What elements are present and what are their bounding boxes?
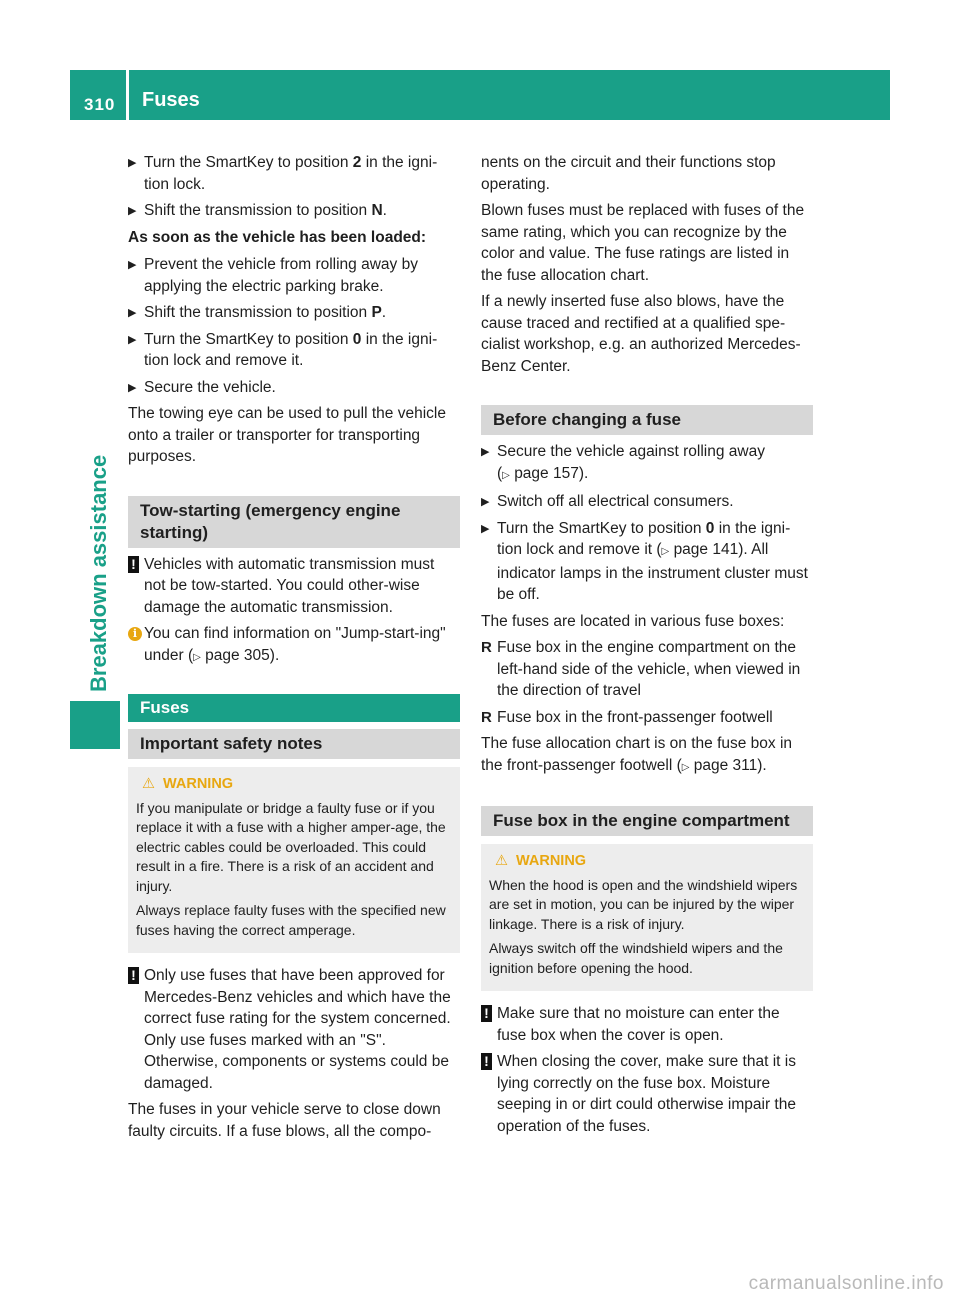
warning-text: Always switch off the windshield wipers and the ignition before opening the hood. (489, 940, 783, 976)
tow-info: i You can find information on "Jump-start-ing" under (▷ page 305). (128, 623, 460, 668)
allocation-paragraph: The fuse allocation chart is on the fuse box in the front-passenger footwell (▷ page 311). (481, 735, 793, 774)
page-ref-icon: ▷ (681, 761, 690, 773)
step-position-n: ▶ Shift the transmission to position N. (128, 200, 460, 222)
warning-icon: ⚠ (142, 776, 155, 792)
notice-icon: ! (128, 967, 139, 984)
notice-icon: ! (481, 1005, 492, 1022)
page-ref-icon: ▷ (193, 651, 201, 663)
step-arrow-icon: ▶ (128, 259, 137, 271)
step-arrow-icon: ▶ (128, 307, 137, 319)
warning-title: ⚠ WARNING (136, 775, 452, 795)
notice-icon: ! (481, 1053, 492, 1070)
step-smartkey-0: ▶ Turn the SmartKey to position 0 in the igni-tion lock and remove it (▷ page 141). All indicator lamps in the instrument cluster must be off. (481, 519, 808, 603)
chapter-label: Breakdown assistance (86, 454, 111, 692)
list-item: R Fuse box in the engine compartment on the left-hand side of the vehicle, when viewed in the direction of travel (481, 639, 801, 699)
bullet-icon: R (481, 708, 492, 726)
warning-box (128, 767, 460, 953)
step-arrow-icon: ▶ (128, 157, 137, 169)
warning-text: Always replace faulty fuses with the specified new fuses having the correct amperage. (136, 902, 446, 938)
step-arrow-icon: ▶ (128, 333, 137, 346)
page-ref-link[interactable]: page 141 (673, 541, 739, 558)
step-position-0: ▶ Turn the SmartKey to position 0 in the igni-tion lock and remove it. (128, 330, 438, 369)
bullet-icon: R (481, 639, 492, 656)
warning-icon: ⚠ (495, 853, 508, 869)
step-arrow-icon: ▶ (128, 381, 137, 394)
warning-text: When the hood is open and the windshield wipers are set in motion, you can be injured by the wiper linkage. There is a risk of injury. (489, 876, 798, 932)
fuses-paragraph: The fuses in your vehicle serve to close down faulty circuits. If a fuse blows, all the compo- (128, 1101, 441, 1140)
newly-inserted-paragraph: If a newly inserted fuse also blows, have the cause traced and rectified at a qualified spe-cialist workshop, e.g. an authorized Mercedes-Benz Center. (481, 293, 801, 375)
right-column (481, 152, 813, 1142)
page-ref-icon: ▷ (502, 469, 510, 481)
section-title: Fuses (142, 89, 200, 111)
watermark: carmanualsonline.info (748, 1272, 944, 1294)
fuse-notice: ! Only use fuses that have been approved for Mercedes-Benz vehicles and which have the correct fuse rating for the system concerned. Only use fuses marked with an "S". Otherwise, components or systems could be damaged. (128, 965, 460, 1094)
moisture-notice: ! Make sure that no moisture can enter the fuse box when the cover is open. (481, 1003, 813, 1046)
step-secure-vehicle: ▶ Secure the vehicle. (128, 377, 460, 399)
notice-icon: ! (128, 556, 139, 573)
step-arrow-icon: ▶ (128, 205, 137, 217)
list-item: R Fuse box in the front-passenger footwell (481, 707, 813, 729)
page-ref-link[interactable]: page 305 (205, 646, 270, 664)
left-column (128, 152, 460, 1147)
page-ref-link[interactable]: page 157 (514, 464, 579, 482)
step-switch-off: ▶ Switch off all electrical consumers. (481, 491, 813, 513)
cover-notice: ! When closing the cover, make sure that it is lying correctly on the fuse box. Moisture seeping in or dirt could otherwise impair the operation of the fuses. (481, 1051, 813, 1137)
step-position-2: ▶ Turn the SmartKey to position 2 in the igni-tion lock. (128, 154, 438, 193)
page-number: 310 (84, 95, 116, 114)
warning-title: ⚠ WARNING (489, 852, 805, 872)
chapter-tab (70, 701, 120, 749)
safety-heading: Important safety notes (128, 729, 460, 759)
before-changing-heading: Before changing a fuse (481, 405, 813, 435)
step-position-p: ▶ Shift the transmission to position P. (128, 302, 460, 324)
page-ref-icon: ▷ (661, 546, 670, 557)
header-divider (126, 70, 129, 120)
loaded-heading: As soon as the vehicle has been loaded: (128, 228, 427, 246)
step-prevent-rolling: ▶ Prevent the vehicle from rolling away by applying the electric parking brake. (128, 256, 418, 295)
warning-text: If you manipulate or bridge a faulty fuse or if you replace it with a fuse with a higher amper-age, the electric cables could be overloaded. This could result in a fire. There is a risk of an accident and injury. (136, 799, 446, 894)
step-secure-rolling: ▶ Secure the vehicle against rolling away (▷ page 157). (481, 443, 765, 482)
engine-fuse-box-heading: Fuse box in the engine compartment (481, 806, 813, 836)
step-arrow-icon: ▶ (481, 446, 490, 458)
tow-notice: ! Vehicles with automatic transmission must not be tow-started. You could other-wise damage the automatic transmission. (128, 554, 460, 619)
continued-paragraph: nents on the circuit and their functions stop operating. (481, 154, 776, 193)
info-icon: i (128, 627, 142, 641)
step-arrow-icon: ▶ (481, 496, 490, 508)
towing-paragraph: The towing eye can be used to pull the vehicle onto a trailer or transporter for transporting purposes. (128, 405, 446, 465)
blown-fuses-paragraph: Blown fuses must be replaced with fuses of the same rating, which you can recognize by the color and value. The fuse ratings are listed in the fuse allocation chart. (481, 202, 805, 284)
tow-starting-heading: Tow-starting (emergency engine starting) (128, 496, 460, 548)
page-ref-link[interactable]: page 311 (693, 756, 758, 774)
fuses-heading: Fuses (128, 694, 460, 722)
located-paragraph: The fuses are located in various fuse boxes: (481, 612, 785, 630)
warning-box (481, 844, 813, 991)
step-arrow-icon: ▶ (481, 522, 490, 535)
